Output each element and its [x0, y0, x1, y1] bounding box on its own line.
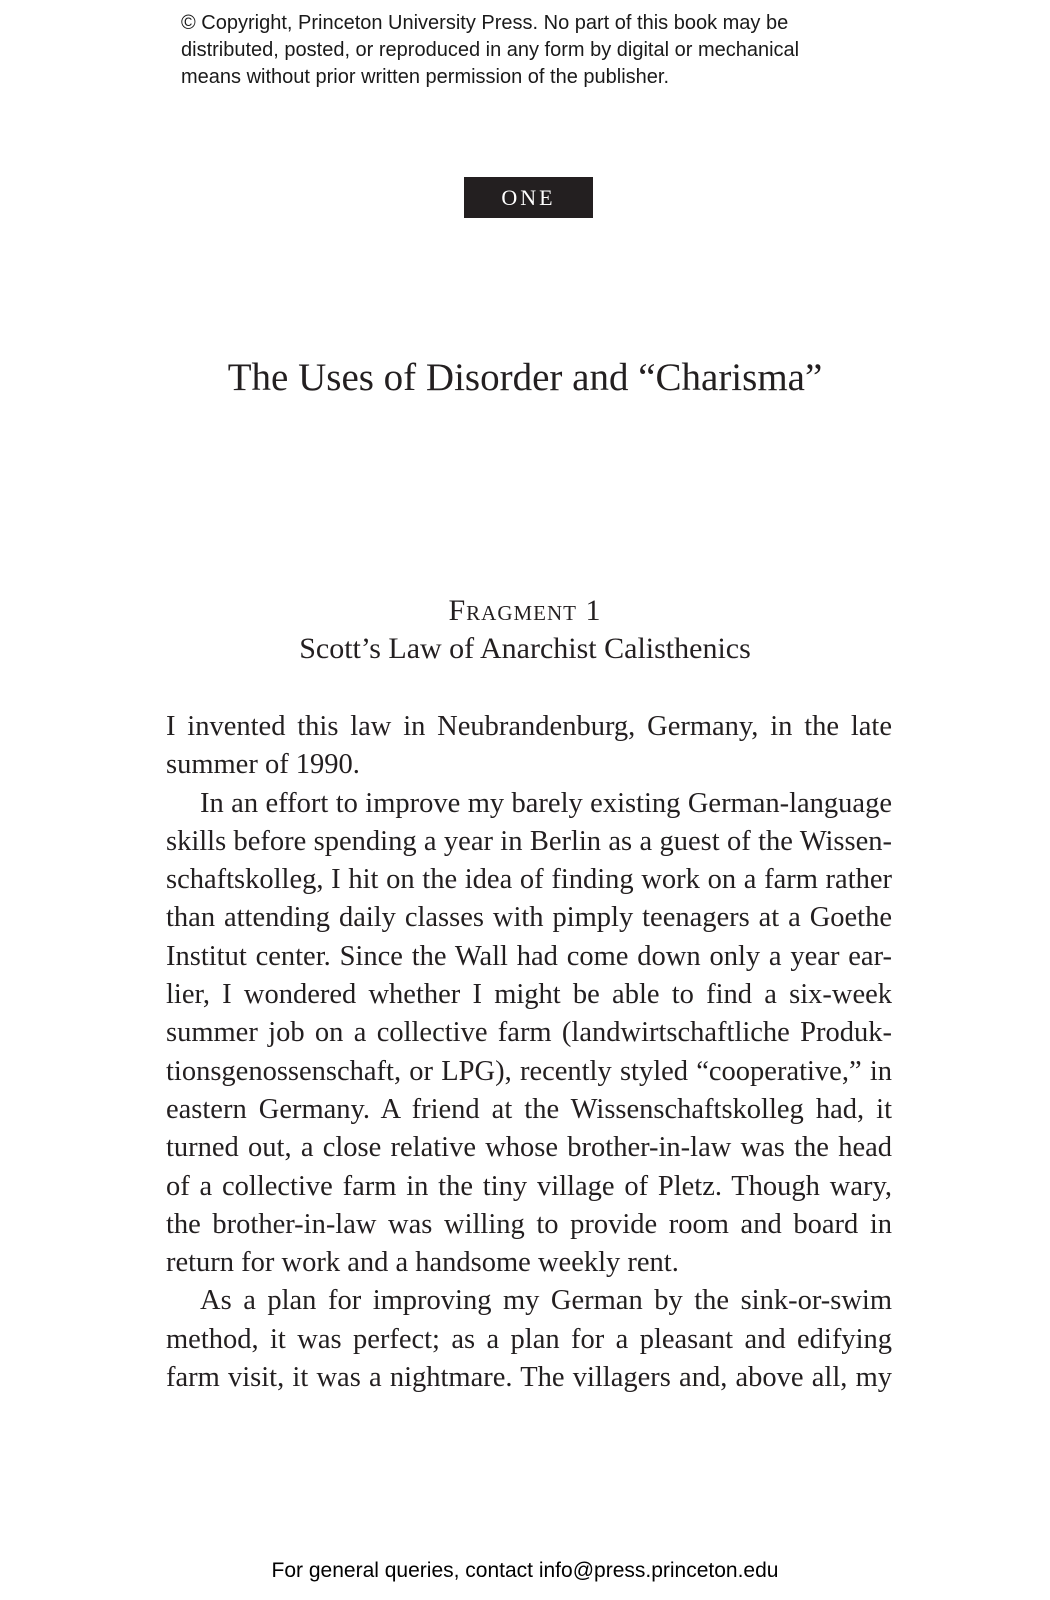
fragment-subtitle: Scott’s Law of Anarchist Calisthenics: [299, 632, 751, 665]
body-line: than attending daily classes with pimply teenagers at a Goethe: [166, 902, 892, 934]
body-line: farm visit, it was a nightmare. The villagers and, above all, my: [166, 1362, 892, 1394]
copyright-line: © Copyright, Princeton University Press. No part of this book may be: [181, 12, 789, 34]
chapter-title: The Uses of Disorder and “Charisma”: [227, 356, 823, 399]
copyright-notice: [181, 10, 901, 91]
body-line: As a plan for improving my German by the sink-or-swim: [200, 1285, 892, 1317]
body-line: return for work and a handsome weekly rent.: [166, 1247, 679, 1279]
body-line: method, it was perfect; as a plan for a pleasant and edifying: [166, 1323, 892, 1355]
copyright-line: distributed, posted, or reproduced in any form by digital or mechanical: [181, 39, 800, 61]
body-line: In an effort to improve my barely existing German-language: [200, 787, 892, 819]
footer-contact: For general queries, contact info@press.princeton.edu: [271, 1559, 779, 1582]
body-line: schaftskolleg, I hit on the idea of finding work on a farm rather: [166, 864, 892, 896]
fragment-heading: Fragment 1: [448, 594, 602, 627]
body-line: Institut center. Since the Wall had come down only a year ear-: [166, 940, 892, 972]
chapter-number-label: ONE: [464, 177, 593, 218]
copyright-line: means without prior written permission of the publisher.: [181, 66, 670, 88]
body-line: eastern Germany. A friend at the Wissenschaftskolleg had, it: [166, 1093, 892, 1125]
body-line: skills before spending a year in Berlin as a guest of the Wissen-: [166, 825, 892, 857]
body-text: [166, 708, 892, 1397]
body-line: the brother-in-law was willing to provide room and board in: [166, 1208, 892, 1240]
body-line: I invented this law in Neubrandenburg, Germany, in the late: [166, 711, 892, 742]
body-line: summer of 1990.: [166, 749, 360, 781]
body-line: turned out, a close relative whose brother-in-law was the head: [166, 1132, 892, 1164]
body-line: tionsgenossenschaft, or LPG), recently styled “cooperative,” in: [166, 1055, 892, 1087]
body-line: lier, I wondered whether I might be able to find a six-week: [166, 979, 892, 1011]
body-line: summer job on a collective farm (landwirtschaftliche Produk-: [166, 1017, 892, 1049]
body-line: of a collective farm in the tiny village of Pletz. Though wary,: [166, 1170, 892, 1202]
